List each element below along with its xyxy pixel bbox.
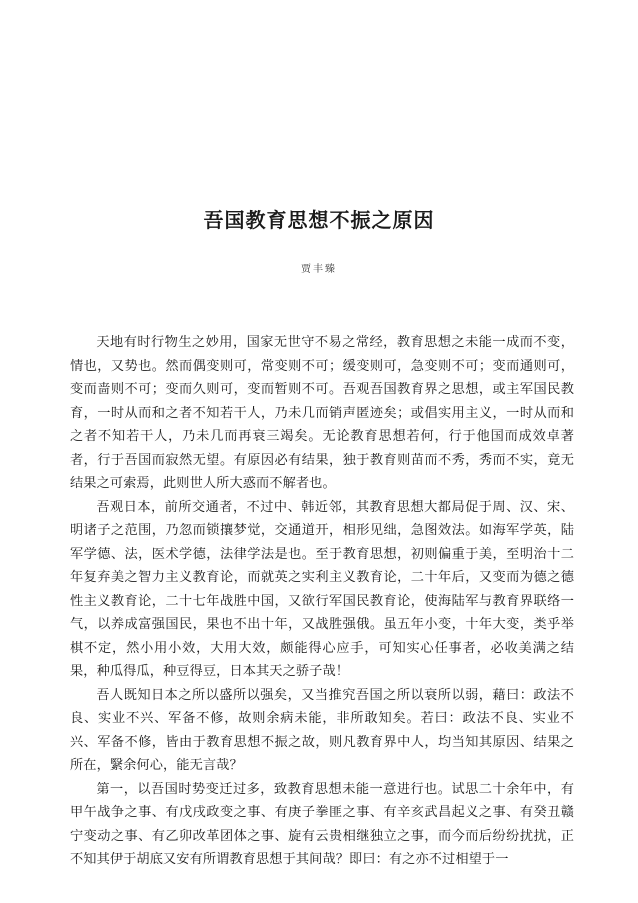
- article-author: 贾丰臻: [301, 264, 337, 275]
- paragraph: 第一，以吾国时势变迁过多，致教育思想未能一意进行也。试思二十余年中，有甲午战争之事、有戊戌政变之事、有庚子拳匪之事、有辛亥武昌起义之事、有癸丑赣宁变动之事、有乙卯改革团体之事、旋有云贵相继独立之事，而今而后纷纷扰扰，正不知其伊于胡底又安有所谓教育思想于其间哉？即曰：有之亦不过相望于一: [70, 781, 574, 867]
- paragraph: 天地有时行物生之妙用，国家无世守不易之常经，教育思想之未能一成而不变，情也，又势也。然而偶变则可，常变则不可；缓变则可，急变则不可；变而通则可，变而啬则不可；变而久则可，变而暂则不可。吾观吾国教育界之思想，或主军国民教育，一时从而和之者不知若干人，乃未几而销声匿迹矣；或倡实用主义，一时从而和之者不知若干人，乃未几而再衰三竭矣。无论教育思想若何，行于他国而成效卓著者，行于吾国而寂然无望。有原因必有结果，独于教育则苗而不秀，秀而不实，竟无结果之可索焉，此则世人所大惑而不解者也。: [70, 335, 574, 491]
- paragraph: 吾观日本，前所交通者，不过中、韩近邻，其教育思想大都局促于周、汉、宋、明诸子之范围，乃忽而锁攘梦觉，交通道开，相形见绌，急图效法。如海军学英，陆军学德、法，医术学德，法律学法是也。至于教育思想，初则偏重于美，至明治十二年复弃美之智力主义教育论，而就英之实利主义教育论，二十年后，又变而为德之德性主义教育论，二十七年战胜中国，又欲行军国民教育论，使海陆军与教育界联络一气，以养成富强国民，果也不出十年，又战胜强俄。虽五年小变，十年大变，类乎举棋不定，然小用小效，大用大效，颇能得心应手，可知实心任事者，必收美满之结果，种瓜得瓜，种豆得豆，日本其天之骄子哉！: [70, 499, 574, 679]
- article-title: 吾国教育思想不振之原因: [203, 208, 435, 232]
- paragraph: 吾人既知日本之所以盛所以强矣，又当推究吾国之所以衰所以弱，藉曰：政法不良、实业不兴、军备不修，故则余病未能，非所敢知矣。若曰：政法不良、实业不兴、军备不修，皆由于教育思想不振之故，则凡教育界中人，均当知其原因、结果之所在，繄余何心，能无言哉？: [70, 687, 574, 773]
- article-body: [70, 331, 574, 872]
